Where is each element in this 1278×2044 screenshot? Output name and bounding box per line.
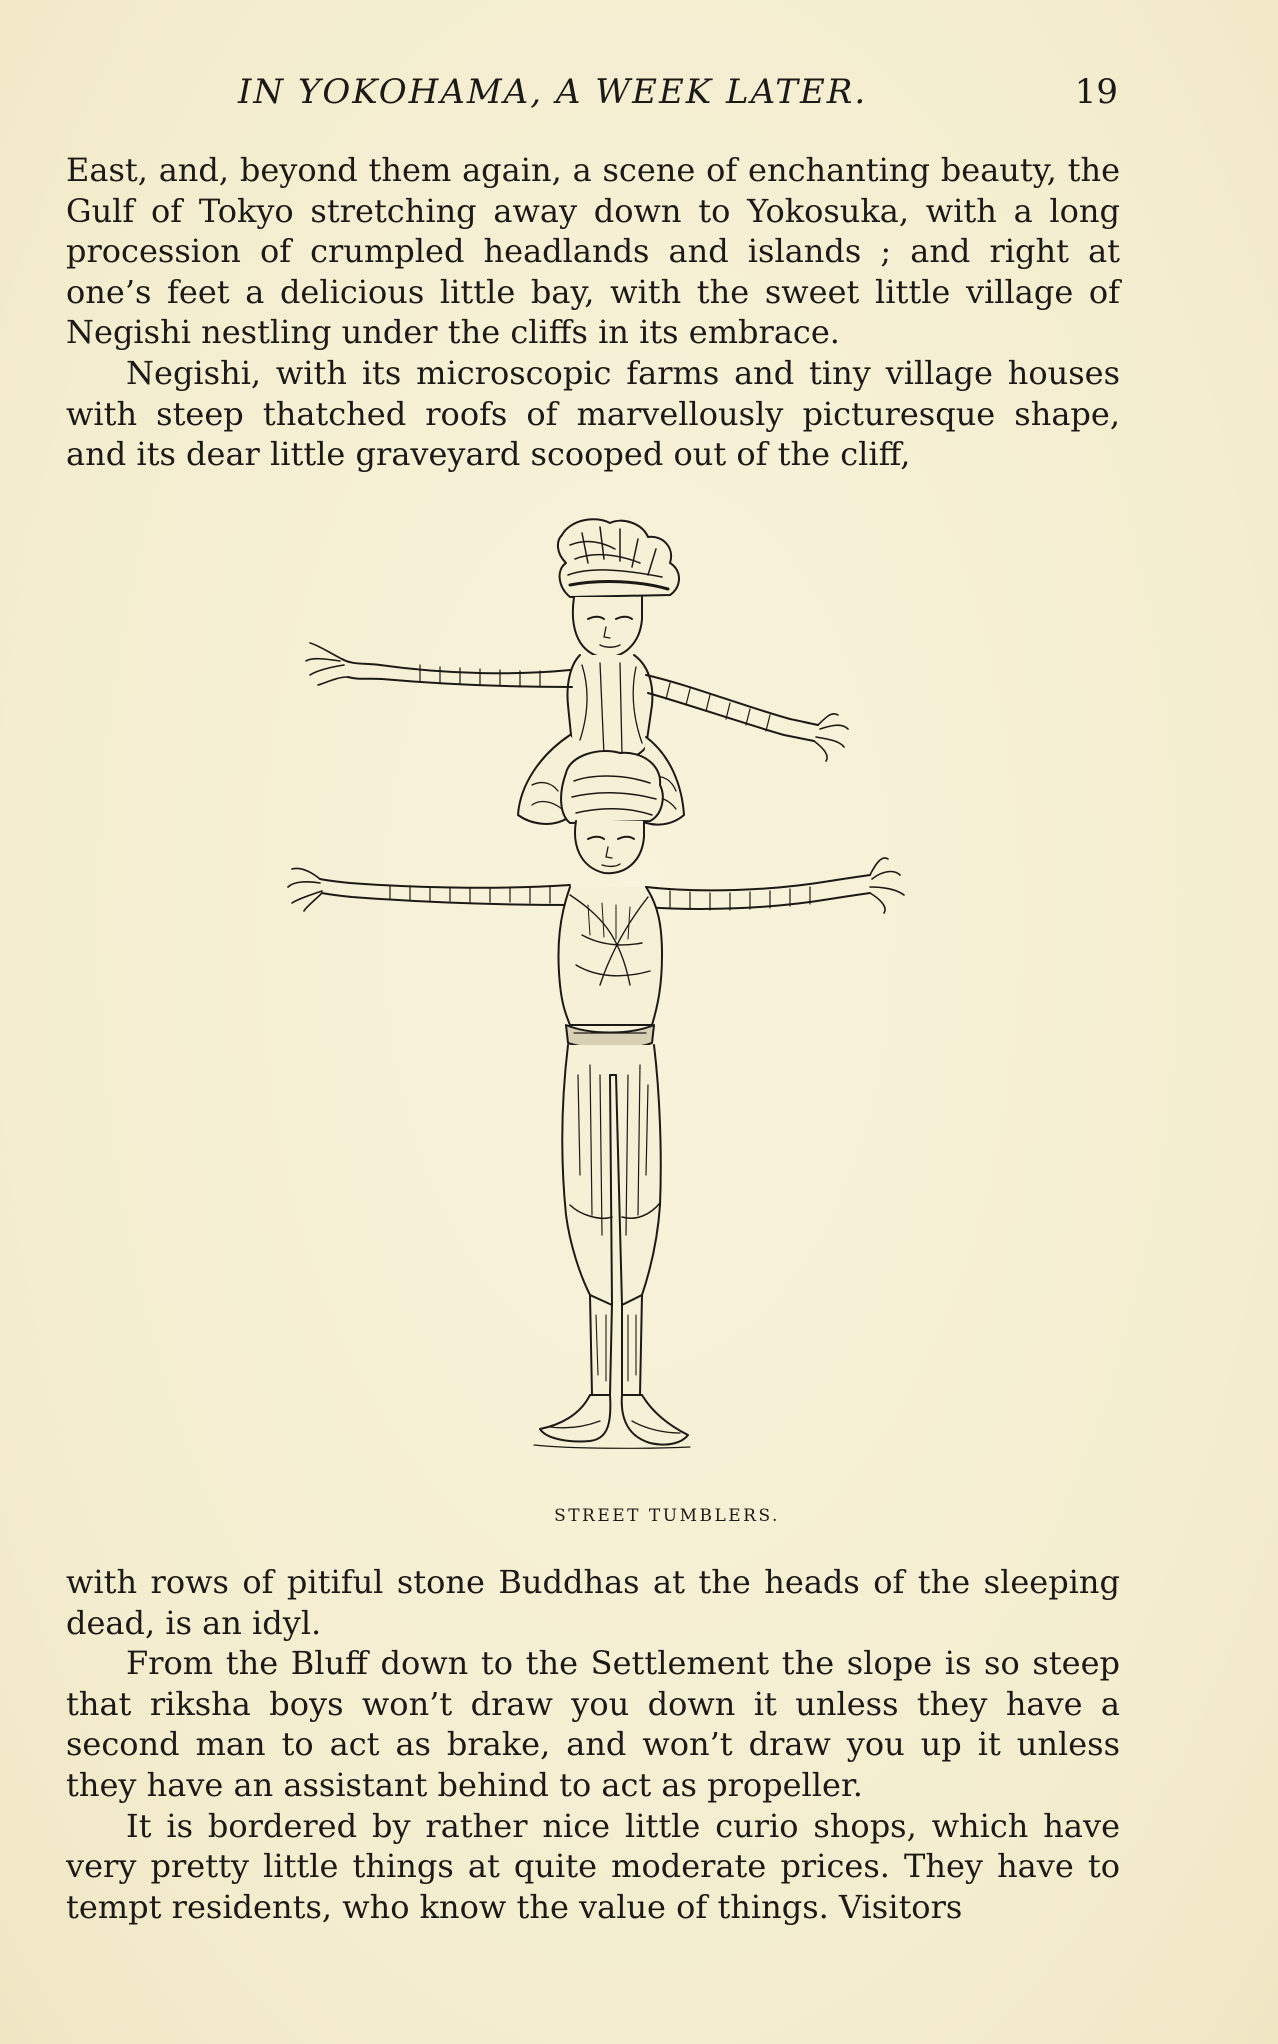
- paragraph: with rows of pitiful stone Buddhas at the heads of the sleeping dead, is an idyl.: [66, 1563, 1120, 1642]
- paragraph: It is bordered by rather nice little curio shops, which have very pretty little things at quite moderate prices. They have to tempt residents, who know the value of things. Visitors: [66, 1806, 1120, 1926]
- running-head: [238, 72, 1118, 122]
- figure-caption-text: STREET TUMBLERS.: [554, 1506, 780, 1526]
- figure-caption: [0, 1506, 1278, 1526]
- paragraph: From the Bluff down to the Settlement the slope is so steep that riksha boys won’t draw you down it unless they have a second man to act as brake, and won’t draw you up it unless they have an assistant behind to act as propeller.: [66, 1644, 1120, 1804]
- body-text-top: [66, 150, 1120, 475]
- running-title: IN YOKOHAMA, A WEEK LATER.: [238, 72, 868, 112]
- page-number: 19: [1074, 72, 1118, 112]
- paragraph: Negishi, with its microscopic farms and tiny village houses with steep thatched roofs of marvellously picturesque shape, and its dear little graveyard scooped out of the cliff,: [66, 353, 1120, 474]
- body-text-bottom: [66, 1562, 1120, 1927]
- paragraph: East, and, beyond them again, a scene of enchanting beauty, the Gulf of Tokyo stretching away down to Yokosuka, with a long procession of crumpled headlands and islands ; and right at one’s feet a delicious little bay, with the sweet little village of Negishi nestling under the cliffs in its embrace.: [66, 151, 1120, 352]
- street-tumblers-illustration: [270, 515, 930, 1495]
